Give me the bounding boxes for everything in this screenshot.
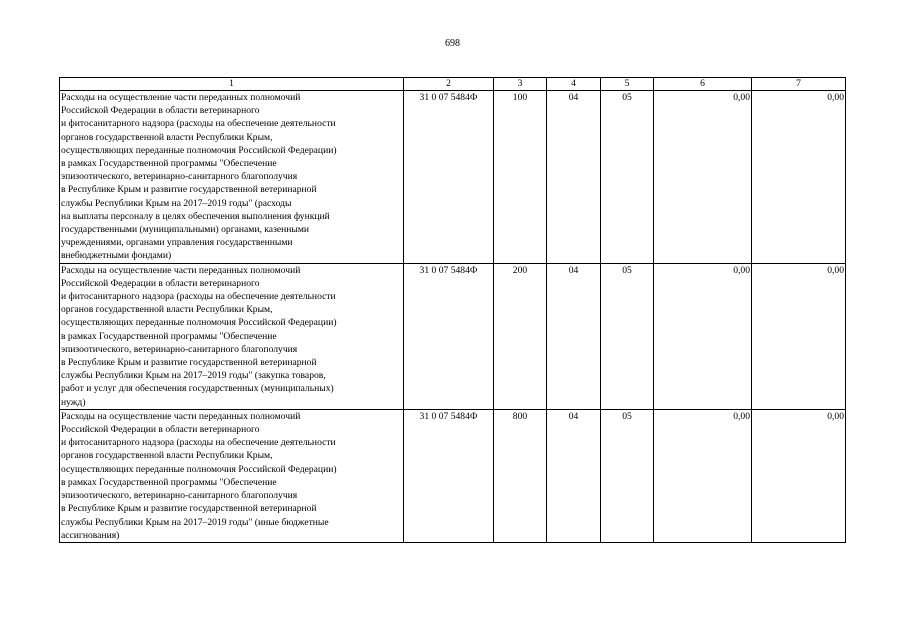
row-section: 04 <box>547 263 601 409</box>
row-expense-type: 200 <box>494 263 547 409</box>
row-subsection: 05 <box>601 263 654 409</box>
row-amount-6: 0,00 <box>654 91 752 264</box>
row-description: Расходы на осуществление части переданных полномочий Российской Федерации в области ветеринарного и фитосанитарного надзора (расходы на обеспечение деятельности органов государственной власти Республики Крым, осуществляющих переданные полномочия Российской Федерации) в рамках Государственной программы "Обеспечение эпизоотического, ветеринарно-санитарного благополучия в Республике Крым и развитие государственной ветеринарной службы Республики Крым на 2017–2019 годы" (расходы на выплаты персоналу в целях обеспечения выполнения функций государственными (муниципальными) органами, казенными учреждениями, органами управления государственными внебюджетными фондами) <box>60 91 404 264</box>
header-col-1: 1 <box>60 78 404 91</box>
table-row <box>60 263 846 409</box>
header-col-4: 4 <box>547 78 601 91</box>
row-expense-type: 800 <box>494 409 547 542</box>
row-section: 04 <box>547 91 601 264</box>
row-target-code: 31 0 07 5484Ф <box>404 91 494 264</box>
row-subsection: 05 <box>601 91 654 264</box>
header-col-3: 3 <box>494 78 547 91</box>
table-row <box>60 409 846 542</box>
table-header-row <box>60 78 846 91</box>
header-col-6: 6 <box>654 78 752 91</box>
budget-table <box>59 77 846 543</box>
row-amount-6: 0,00 <box>654 263 752 409</box>
row-section: 04 <box>547 409 601 542</box>
row-expense-type: 100 <box>494 91 547 264</box>
header-col-7: 7 <box>752 78 846 91</box>
row-target-code: 31 0 07 5484Ф <box>404 409 494 542</box>
table-row <box>60 91 846 264</box>
row-description: Расходы на осуществление части переданных полномочий Российской Федерации в области ветеринарного и фитосанитарного надзора (расходы на обеспечение деятельности органов государственной власти Республики Крым, осуществляющих переданные полномочия Российской Федерации) в рамках Государственной программы "Обеспечение эпизоотического, ветеринарно-санитарного благополучия в Республике Крым и развитие государственной ветеринарной службы Республики Крым на 2017–2019 годы" (закупка товаров, работ и услуг для обеспечения государственных (муниципальных) нужд) <box>60 263 404 409</box>
row-amount-7: 0,00 <box>752 263 846 409</box>
page-number: 698 <box>445 38 460 49</box>
row-target-code: 31 0 07 5484Ф <box>404 263 494 409</box>
header-col-5: 5 <box>601 78 654 91</box>
row-description: Расходы на осуществление части переданных полномочий Российской Федерации в области ветеринарного и фитосанитарного надзора (расходы на обеспечение деятельности органов государственной власти Республики Крым, осуществляющих переданные полномочия Российской Федерации) в рамках Государственной программы "Обеспечение эпизоотического, ветеринарно-санитарного благополучия в Республике Крым и развитие государственной ветеринарной службы Республики Крым на 2017–2019 годы" (иные бюджетные ассигнования) <box>60 409 404 542</box>
row-amount-6: 0,00 <box>654 409 752 542</box>
header-col-2: 2 <box>404 78 494 91</box>
row-subsection: 05 <box>601 409 654 542</box>
row-amount-7: 0,00 <box>752 91 846 264</box>
row-amount-7: 0,00 <box>752 409 846 542</box>
